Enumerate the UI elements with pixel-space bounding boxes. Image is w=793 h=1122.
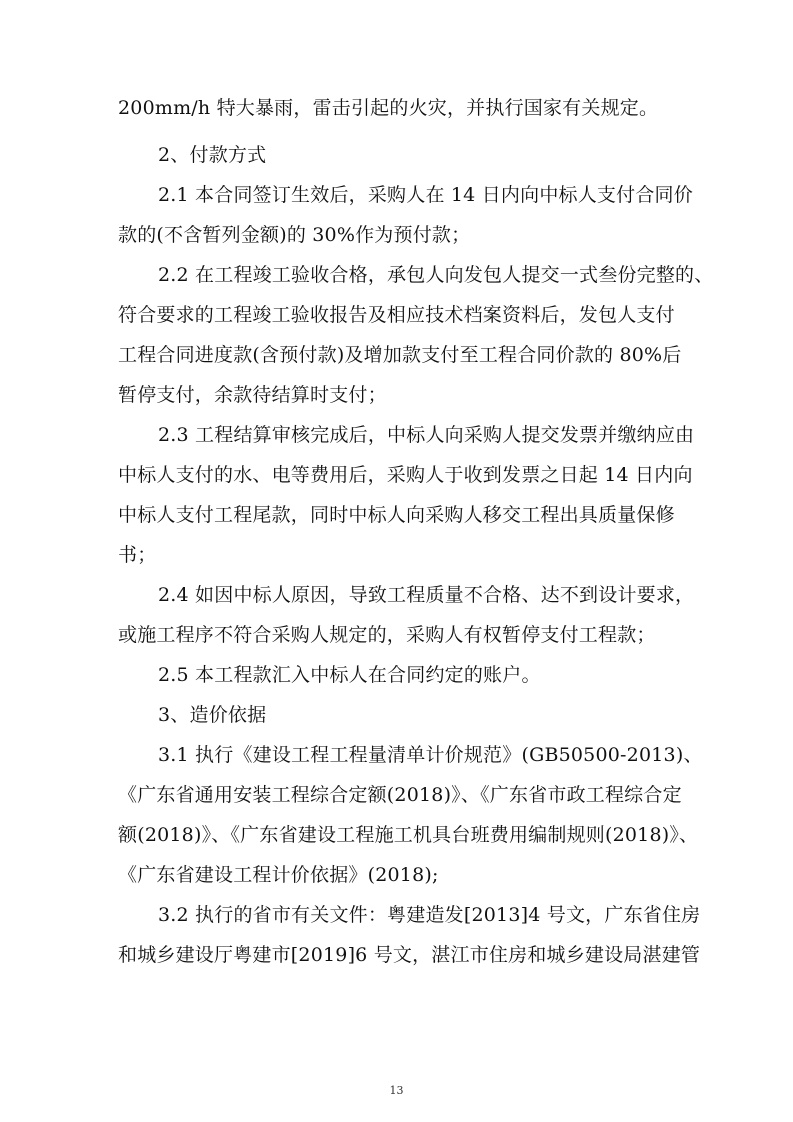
text-line: 2.2 在工程竣工验收合格，承包人向发包人提交一式叁份完整的、 [158,264,714,286]
text-line: 中标人支付的水、电等费用后，采购人于收到发票之日起 14 日内向 [118,464,693,486]
text-line: 2.1 本合同签订生效后，采购人在 14 日内向中标人支付合同价 [158,184,693,206]
text-line: 《广东省建设工程计价依据》(2018); [118,864,439,886]
text-line: 工程合同进度款(含预付款)及增加款支付至工程合同价款的 80%后 [118,344,682,366]
page-number: 13 [389,1084,404,1097]
text-line: 符合要求的工程竣工验收报告及相应技术档案资料后，发包人支付 [118,304,675,326]
text-line: 额(2018)》、《广东省建设工程施工机具台班费用编制规则(2018)》、 [118,824,699,846]
section-heading-payment: 2、付款方式 [158,144,267,166]
text-line: 和城乡建设厅粤建市[2019]6 号文，湛江市住房和城乡建设局湛建管 [118,944,701,966]
text-line: 3.2 执行的省市有关文件：粤建造发[2013]4 号文，广东省住房 [158,904,701,926]
text-line: 中标人支付工程尾款，同时中标人向采购人移交工程出具质量保修 [118,504,675,526]
section-heading-pricing-basis: 3、造价依据 [158,704,267,726]
text-line: 款的(不含暂列金额)的 30%作为预付款； [118,224,471,246]
text-line: 200mm/h 特大暴雨，雷击引起的火灾，并执行国家有关规定。 [118,97,659,119]
text-line: 2.4 如因中标人原因，导致工程质量不合格、达不到设计要求， [158,584,695,606]
text-line: 《广东省通用安装工程综合定额(2018)》、《广东省市政工程综合定 [118,784,682,806]
text-line: 或施工程序不符合采购人规定的，采购人有权暂停支付工程款； [118,624,656,646]
text-line: 2.3 工程结算审核完成后，中标人向采购人提交发票并缴纳应由 [158,424,695,446]
text-line: 3.1 执行《建设工程工程量清单计价规范》(GB50500-2013)、 [158,744,703,766]
text-line: 暂停支付，余款待结算时支付； [118,384,387,406]
text-line: 书； [118,544,157,566]
text-line: 2.5 本工程款汇入中标人在合同约定的账户。 [158,664,541,686]
